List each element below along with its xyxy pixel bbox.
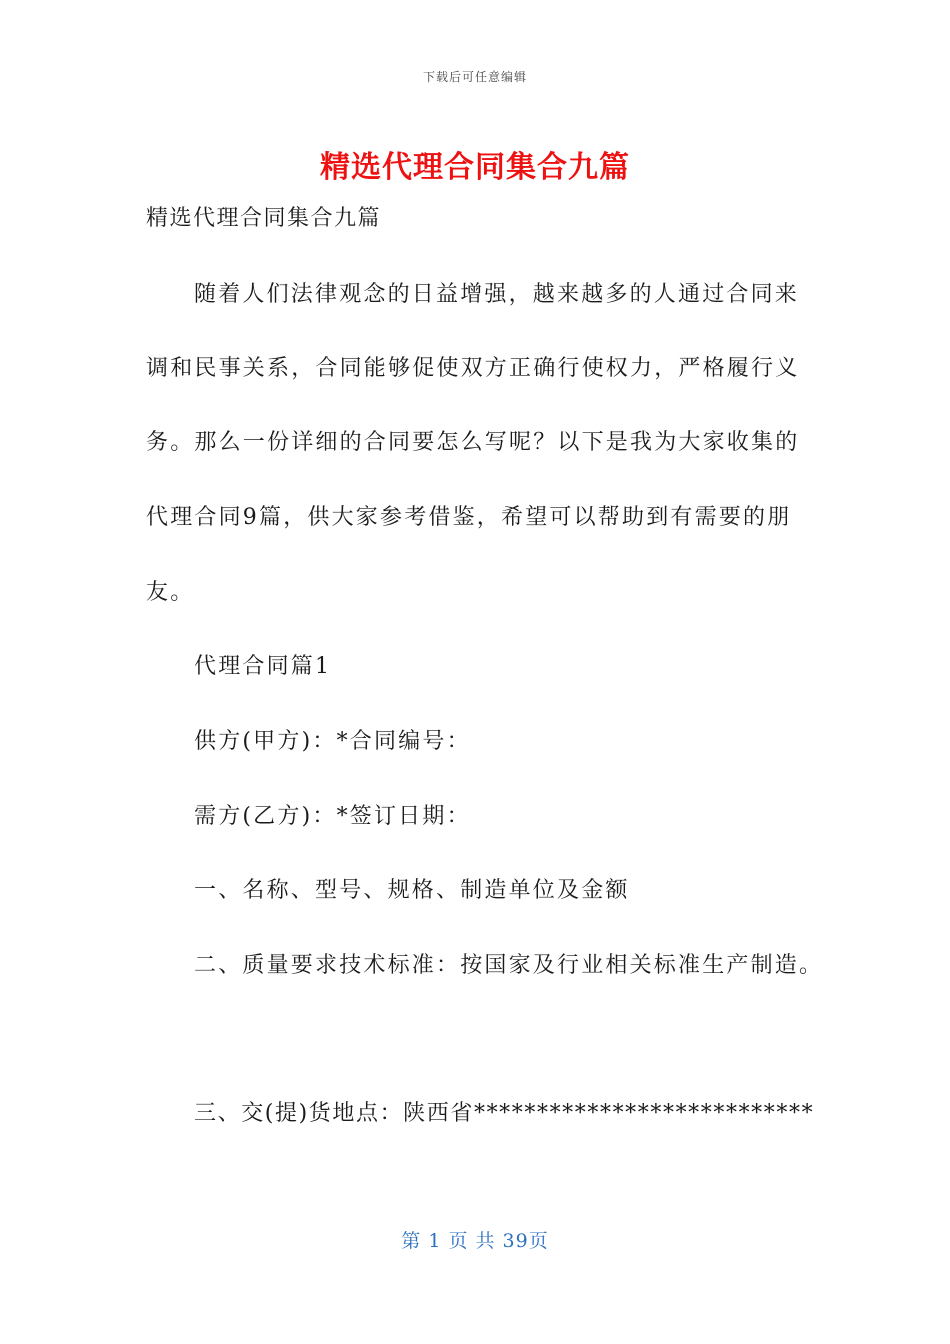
intro-line: 调和民事关系，合同能够促使双方正确行使权力，严格履行义 xyxy=(146,356,800,381)
intro-line: 随着人们法律观念的日益增强，越来越多的人通过合同来 xyxy=(194,282,800,307)
supplier-line: 供方(甲方)：*合同编号： xyxy=(194,729,471,754)
buyer-line: 需方(乙方)：*签订日期： xyxy=(194,804,471,829)
document-title: 精选代理合同集合九篇 xyxy=(320,150,630,185)
clause-line: 二、质量要求技术标准：按国家及行业相关标准生产制造。 xyxy=(194,953,824,978)
intro-line: 务。那么一份详细的合同要怎么写呢？以下是我为大家收集的 xyxy=(146,430,800,455)
clause-line: 三、交(提)货地点：陕西省*************************** xyxy=(194,1101,815,1126)
document-subtitle: 精选代理合同集合九篇 xyxy=(146,206,382,231)
section-heading: 代理合同篇1 xyxy=(194,654,332,679)
page-indicator: 第 1 页 共 39页 xyxy=(401,1230,549,1252)
clause-line: 一、名称、型号、规格、制造单位及金额 xyxy=(194,878,630,903)
header-note: 下载后可任意编辑 xyxy=(422,70,527,84)
intro-line: 代理合同9篇，供大家参考借鉴，希望可以帮助到有需要的朋 xyxy=(146,505,792,530)
intro-line: 友。 xyxy=(146,580,195,605)
